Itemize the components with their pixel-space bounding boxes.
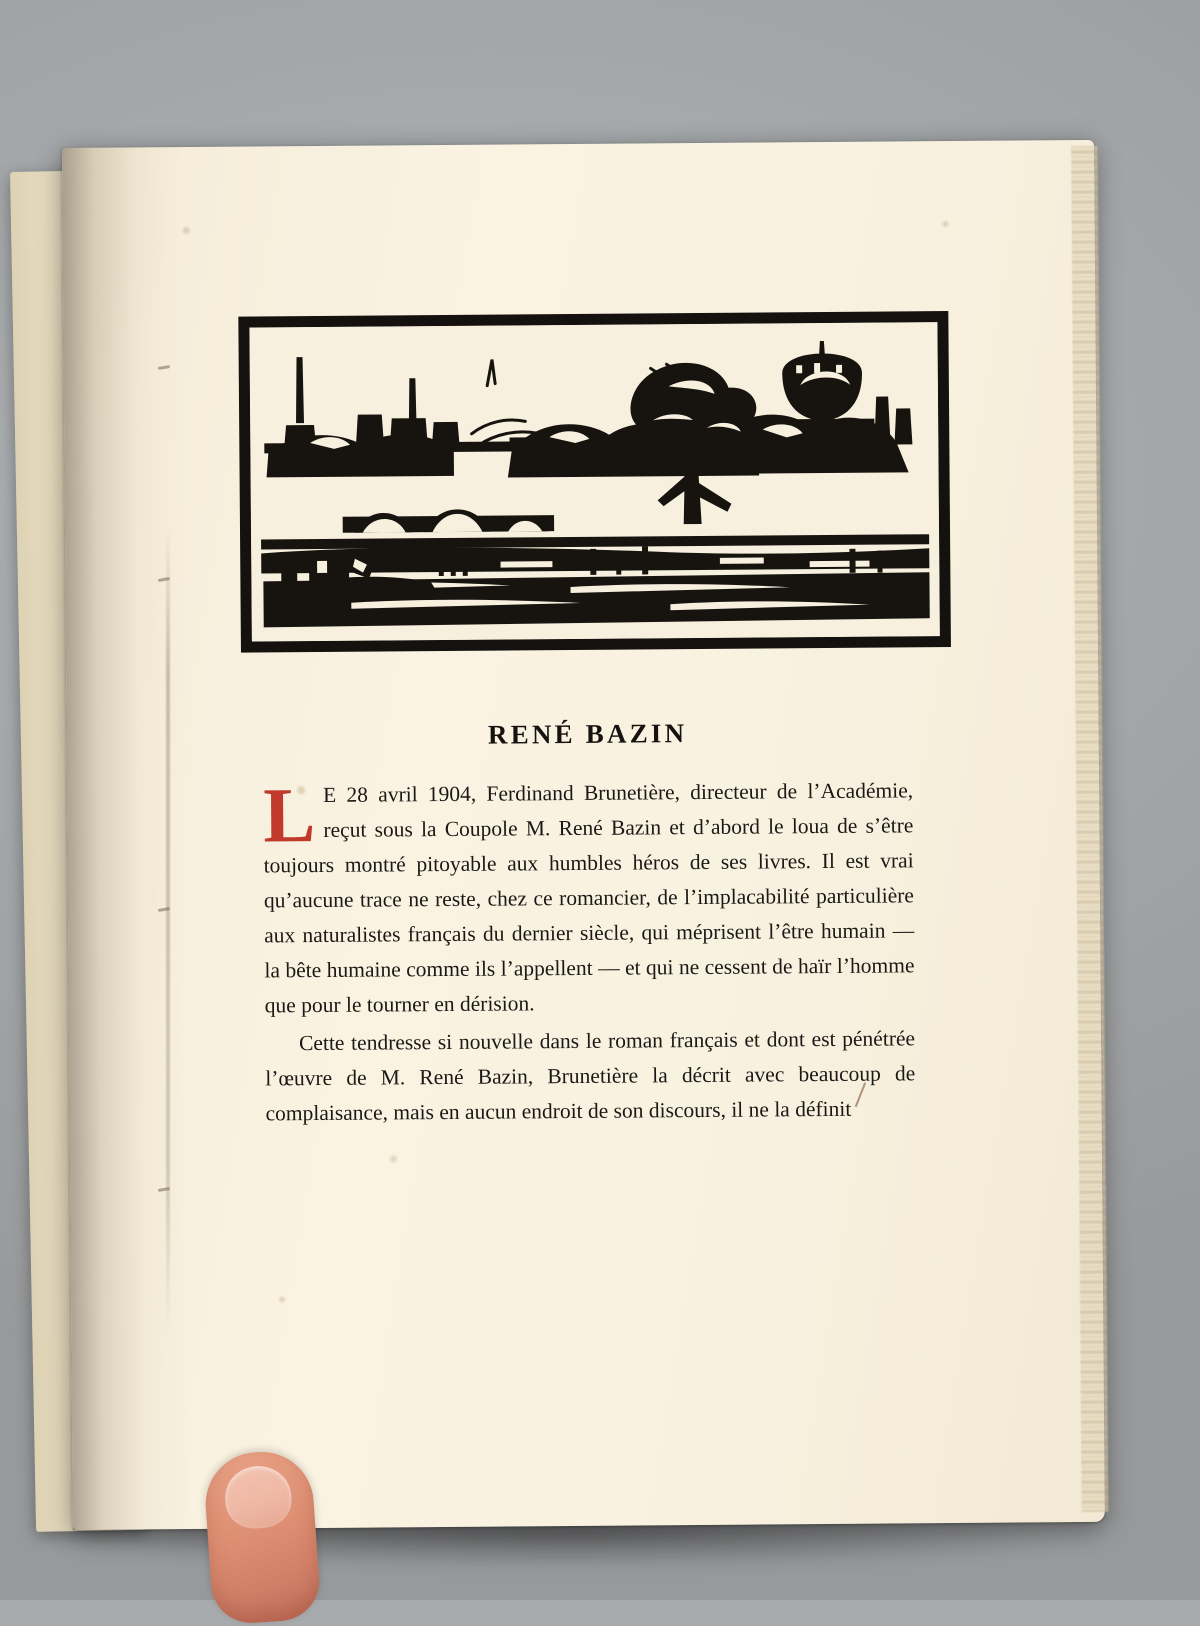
binding-thread — [166, 528, 170, 1328]
woodcut-svg — [249, 322, 939, 641]
text-column — [263, 716, 916, 1131]
thumb — [202, 1448, 322, 1625]
right-page — [62, 140, 1105, 1530]
paragraph-1-text: E 28 avril 1904, Ferdinand Brunetière, directeur de l’Académie, reçut sous la Coupole M. René Bazin et d’abord le loua de s’être toujours montré pitoyable aux humbles héros de ses livres. Il est vrai qu’aucune trace ne reste, chez ce romancier, de l’implacabilité particulière aux naturalistes français du dernier siècle, qui méprisent l’être humain — la bête humaine comme ils l’appellent — et qui ne cessent de haïr l’homme que pour le tourner en dérision. — [263, 778, 915, 1018]
paragraph-1 — [263, 773, 915, 1023]
paper-blemish — [279, 1296, 285, 1302]
open-book — [62, 148, 1100, 1548]
paper-blemish — [390, 1155, 397, 1162]
paper-blemish — [183, 227, 190, 234]
drop-cap: L — [262, 771, 316, 859]
paragraph-2: Cette tendresse si nouvelle dans le roman français et dont est pénétrée l’œuvre de M. René Bazin, Brunetière la décrit avec beaucoup de complaisance, mais en aucun endroit de son discours, il ne la définit — [265, 1026, 916, 1126]
page-title: RENÉ BAZIN — [487, 718, 688, 750]
woodcut-illustration — [238, 311, 951, 653]
binding-gutter-shadow — [62, 147, 193, 1530]
paper-blemish — [943, 221, 949, 227]
thumbnail — [223, 1464, 293, 1530]
